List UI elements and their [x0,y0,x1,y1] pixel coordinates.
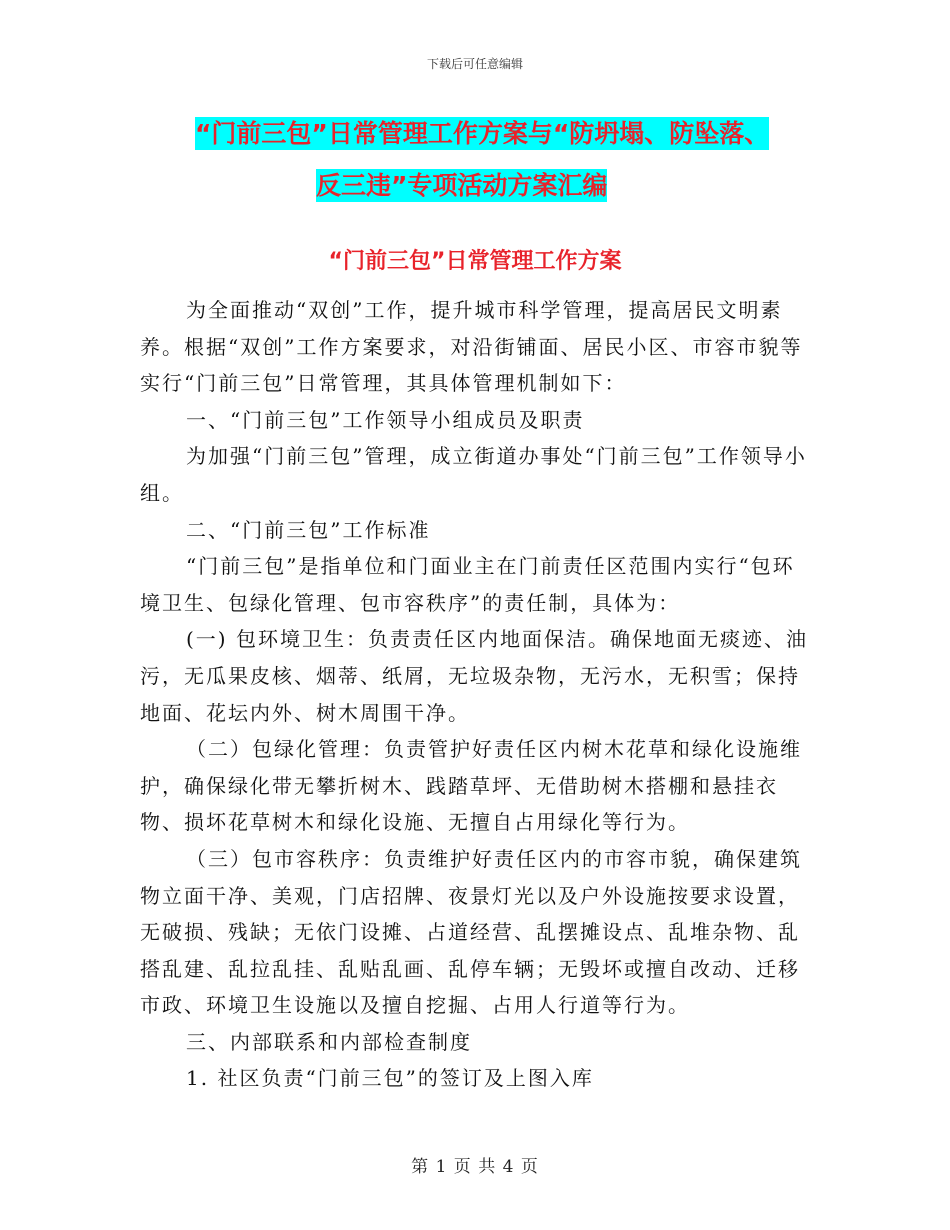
body-text [140,292,812,1097]
section-title: “门前三包”日常管理工作方案 [328,249,622,274]
title-line-2-text: 反三违”专项活动方案汇编 [316,171,608,200]
paragraph-intro: 为全面推动“双创”工作，提升城市科学管理，提高居民文明素养。根据“双创”工作方案要求，对沿街铺面、居民小区、市容市貌等实行“门前三包”日常管理，其具体管理机制如下： [140,298,803,396]
heading-two: 二、“门前三包”工作标准 [186,517,431,542]
paragraph-city-appearance: （三）包市容秩序：负责维护好责任区内的市容市貌，确保建筑物立面干净、美观，门店招牌、夜景灯光以及户外设施按要求设置，无破损、残缺；无依门设摊、占道经营、乱摆摊设点、乱堆杂物、乱搭乱建、乱拉乱挂、乱贴乱画、乱停车辆；无毁坏或擅自改动、迁移市政、环境卫生设施以及擅自挖掘、占用人行道等行为。 [140,846,802,1018]
heading-three: 三、内部联系和内部检查制度 [186,1029,472,1054]
paragraph-greening-management: （二）包绿化管理：负责管护好责任区内树木花草和绿化设施维护，确保绿化带无攀折树木、践踏草坪、无借助树木搭棚和悬挂衣物、损坏花草树木和绿化设施、无擅自占用绿化等行为。 [140,737,802,835]
page-footer: 第 1 页 共 4 页 [411,1157,539,1177]
header-note: 下载后可任意编辑 [426,57,523,71]
paragraph-environment-hygiene: (一) 包环境卫生：负责责任区内地面保洁。确保地面无痰迹、油污，无瓜果皮核、烟蒂、纸屑，无垃圾杂物，无污水，无积雪；保持地面、花坛内外、树木周围干净。 [140,627,808,725]
document-title-line-1 [140,108,840,160]
paragraph-community-signing: 1. 社区负责“门前三包”的签订及上图入库 [186,1066,594,1091]
document-title [140,108,840,212]
paragraph-standard-definition: “门前三包”是指单位和门面业主在门前责任区范围内实行“包环境卫生、包绿化管理、包市容秩序”的责任制，具体为： [140,554,795,615]
paragraph-leadership-group: 为加强“门前三包”管理，成立街道办事处“门前三包”工作领导小组。 [140,444,807,505]
document-title-line-2 [140,160,840,212]
heading-one: 一、“门前三包”工作领导小组成员及职责 [186,407,585,432]
title-line-1-text: “门前三包”日常管理工作方案与“防坍塌、防坠落、 [195,119,770,148]
